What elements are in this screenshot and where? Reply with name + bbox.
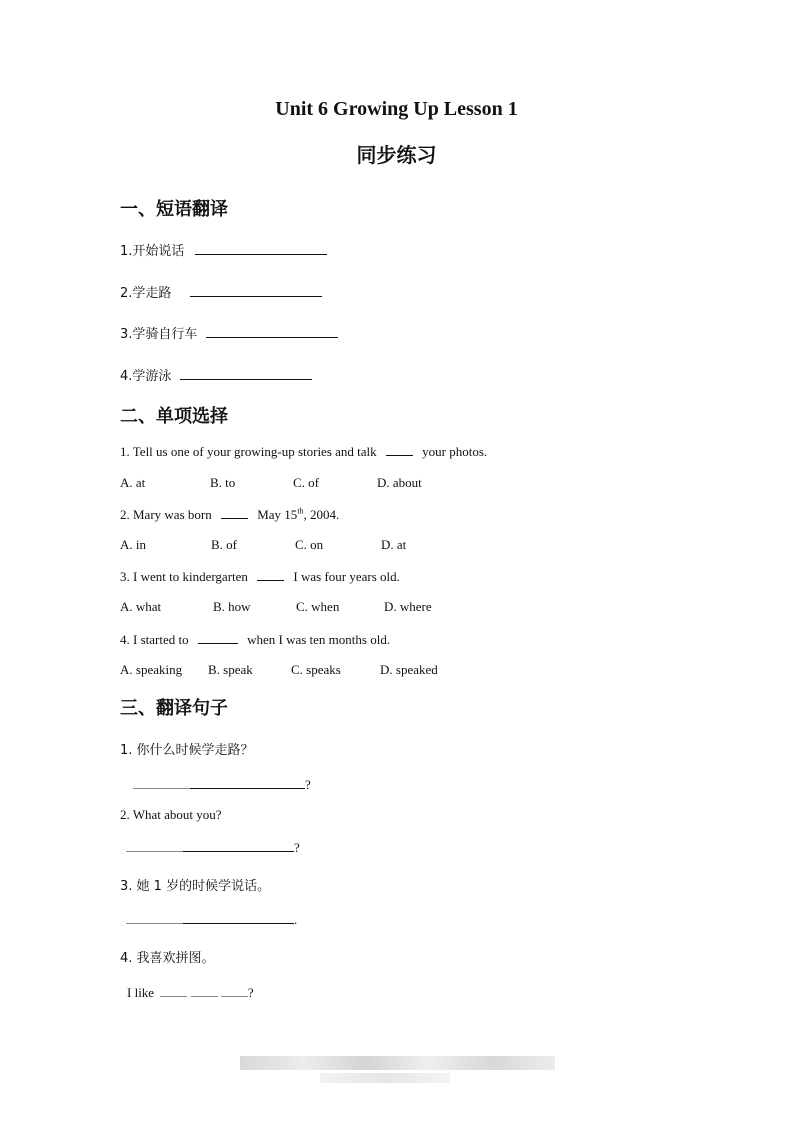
phrase-item-3	[120, 323, 338, 342]
translation-prompt-3: 3. 她 1 岁的时候学说话。	[120, 879, 271, 894]
question-text: when I was ten months old.	[247, 632, 391, 647]
question-text: I was four years old.	[293, 569, 400, 584]
blurred-footer-watermark	[240, 1056, 555, 1070]
option-b[interactable]: B. speak	[208, 662, 253, 677]
answer-blank[interactable]	[198, 631, 238, 644]
end-punctuation: ?	[294, 840, 300, 855]
translation-answer-1	[133, 776, 311, 793]
option-d[interactable]: D. at	[381, 537, 407, 552]
answer-blank[interactable]	[183, 911, 294, 924]
worksheet-subtitle: 同步练习	[356, 143, 437, 167]
answer-blank[interactable]	[386, 443, 413, 456]
section-3-heading: 三、翻译句子	[120, 698, 228, 719]
question-text: your photos.	[422, 444, 488, 459]
question-text: 3. I went to kindergarten	[120, 569, 248, 584]
question-text: 4. I started to	[120, 632, 189, 647]
translation-answer-3	[126, 911, 297, 928]
phrase-text: 2.学走路	[120, 286, 172, 301]
answer-blank[interactable]	[126, 911, 183, 924]
phrase-item-2	[120, 282, 322, 301]
answer-blank[interactable]	[221, 506, 248, 519]
question-text: May 15	[257, 507, 298, 522]
option-d[interactable]: D. speaked	[380, 662, 438, 677]
answer-blank[interactable]	[190, 284, 322, 297]
answer-blank[interactable]	[126, 839, 183, 852]
translation-prompt-2: 2. What about you?	[120, 807, 222, 822]
option-b[interactable]: B. how	[213, 599, 251, 614]
phrase-text: 1.开始说话	[120, 244, 185, 259]
worksheet-title: Unit 6 Growing Up Lesson 1	[275, 98, 518, 120]
option-a[interactable]: A. in	[120, 537, 146, 552]
answer-blank[interactable]	[190, 776, 305, 789]
option-a[interactable]: A. at	[120, 475, 146, 490]
phrase-item-1	[120, 240, 327, 259]
option-b[interactable]: B. to	[210, 475, 236, 490]
phrase-text: 3.学骑自行车	[120, 327, 198, 342]
option-a[interactable]: A. what	[120, 599, 162, 614]
option-d[interactable]: D. about	[377, 475, 422, 490]
answer-blank[interactable]	[257, 568, 284, 581]
mc-question-2	[120, 506, 339, 523]
answer-blank[interactable]	[206, 325, 338, 338]
section-2-heading: 二、单项选择	[120, 406, 228, 427]
question-text: 1. Tell us one of your growing-up stories and talk	[120, 444, 377, 459]
end-punctuation: .	[294, 912, 298, 927]
section-1-heading: 一、短语翻译	[120, 199, 228, 220]
option-c[interactable]: C. when	[296, 599, 340, 614]
option-c[interactable]: C. of	[293, 475, 319, 490]
option-a[interactable]: A. speaking	[120, 662, 183, 677]
answer-blank[interactable]	[221, 984, 248, 997]
end-punctuation: ?	[305, 777, 311, 792]
blurred-footer-watermark-sub	[320, 1073, 450, 1083]
option-b[interactable]: B. of	[211, 537, 237, 552]
answer-blank[interactable]	[191, 984, 218, 997]
option-c[interactable]: C. on	[295, 537, 324, 552]
translation-prompt-1: 1. 你什么时候学走路？	[120, 743, 254, 758]
question-text: , 2004.	[303, 507, 340, 522]
phrase-text: 4.学游泳	[120, 369, 172, 384]
answer-blank[interactable]	[160, 984, 187, 997]
answer-blank[interactable]	[133, 776, 190, 789]
question-text: 2. Mary was born	[120, 507, 212, 522]
mc-question-1	[120, 443, 487, 460]
option-c[interactable]: C. speaks	[291, 662, 341, 677]
superscript: th	[297, 506, 304, 516]
option-d[interactable]: D. where	[384, 599, 432, 614]
end-punctuation: ?	[247, 985, 254, 1000]
answer-blank[interactable]	[195, 242, 327, 255]
answer-prefix: I like	[127, 985, 155, 1000]
translation-answer-4	[127, 984, 254, 1001]
translation-answer-2	[126, 839, 300, 856]
mc-question-3	[120, 568, 400, 585]
mc-question-4	[120, 631, 390, 648]
translation-prompt-4: 4. 我喜欢拼图。	[120, 951, 215, 966]
phrase-item-4	[120, 365, 312, 384]
answer-blank[interactable]	[183, 839, 294, 852]
answer-blank[interactable]	[180, 367, 312, 380]
